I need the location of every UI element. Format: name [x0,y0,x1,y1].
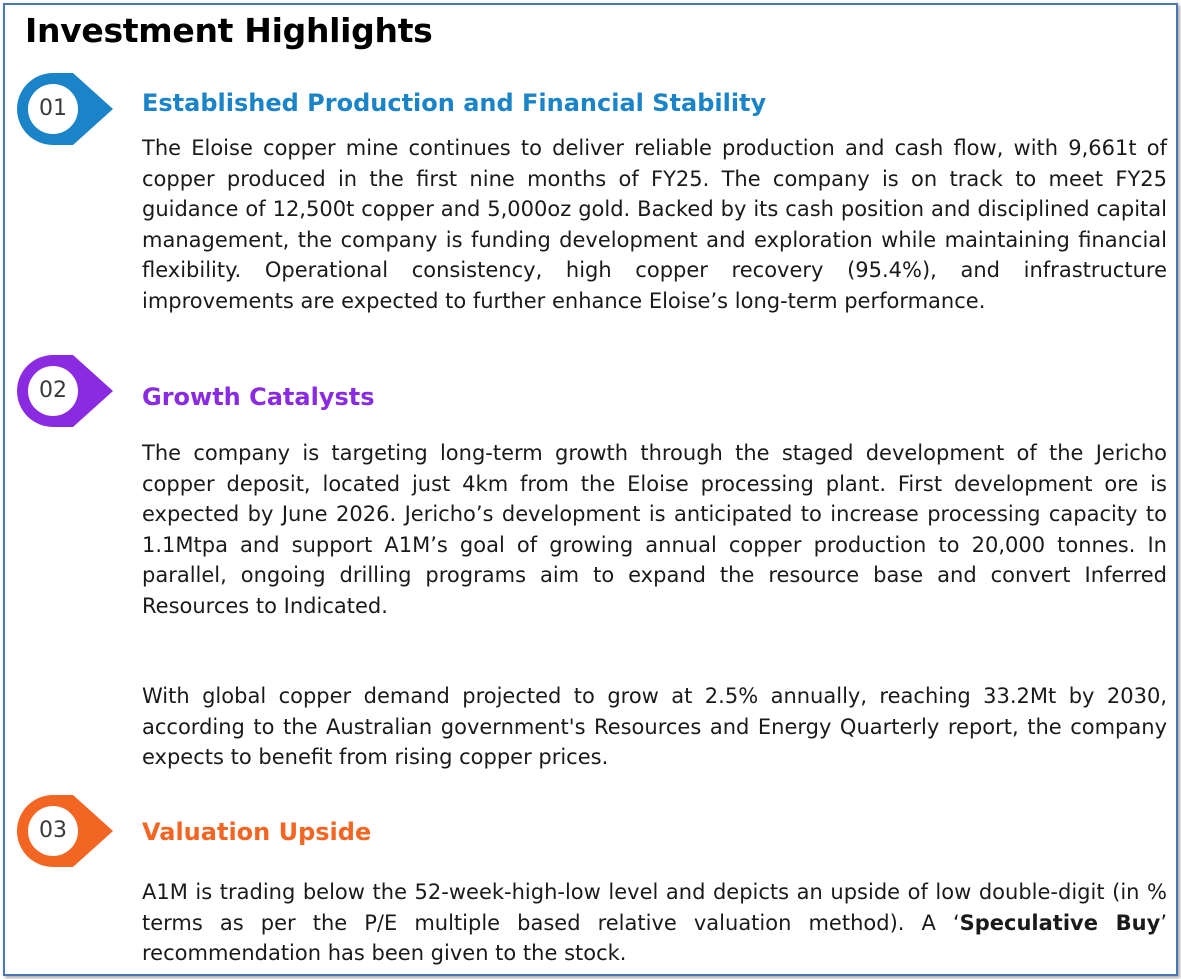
section-heading-valuation: Valuation Upside [142,818,372,846]
highlights-panel [3,3,1178,976]
section-number: 01 [39,96,67,121]
section-paragraph: With global copper demand projected to grow at 2.5% annually, reaching 33.2Mt by 2030, according to the Australian government's Resources and Energy Quarterly report, the company expects to benefit from rising copper prices. [142,684,1167,769]
recommendation-emphasis: Speculative Buy [959,910,1161,935]
section-paragraph: The Eloise copper mine continues to deliver reliable production and cash flow, with 9,661t of copper produced in the first nine months of FY25. The company is on track to meet FY25 guidance of 12,500t copper and 5,000oz gold. Backed by its cash position and disciplined capital management, the company is funding development and exploration while maintaining financial flexibility. Operational consistency, high copper recovery (95.4%), and infrastructure improvements are expected to further enhance Eloise’s long-term performance. [142,136,1167,313]
section-heading-growth: Growth Catalysts [142,383,375,411]
section-number-badge-01 [15,71,115,147]
section-number-badge-02 [15,353,115,429]
section-heading-production: Established Production and Financial Stability [142,89,767,117]
paragraph-text: A1M is trading below the 52-week-high-low level and depicts an upside of low double-digit (in % terms as per the P/E multiple based relative valuation method). A ‘ [142,880,1167,935]
section-paragraph: The company is targeting long-term growth through the staged development of the Jericho copper deposit, located just 4km from the Eloise processing plant. First development ore is expected by June 2026. Jericho’s development is anticipated to increase processing capacity to 1.1Mtpa and support A1M’s goal of growing annual copper production to 20,000 tonnes. In parallel, ongoing drilling programs aim to expand the resource base and convert Inferred Resources to Indicated. [142,441,1167,618]
page-title: Investment Highlights [25,11,433,50]
section-paragraph [142,877,1167,969]
section-number-badge-03 [15,793,115,869]
paragraph-tail: ’ recommendation has been given to the stock. [142,910,1167,965]
section-number: 02 [39,378,67,403]
section-number: 03 [39,818,67,843]
